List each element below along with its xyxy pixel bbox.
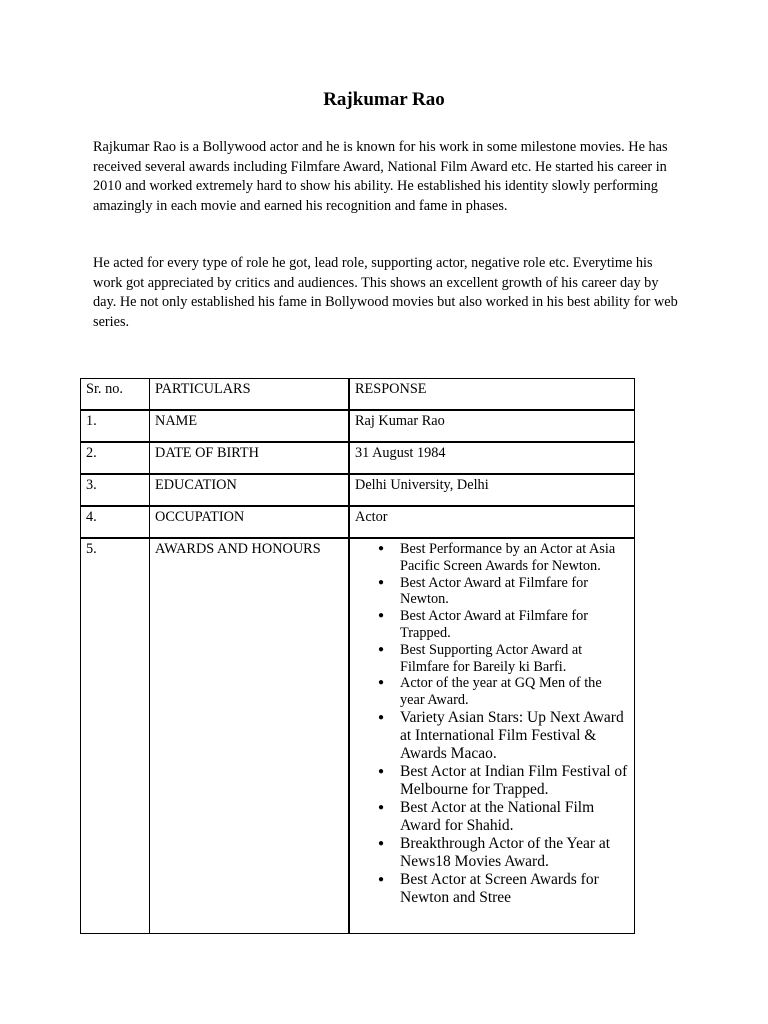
row-particular: DATE OF BIRTH: [150, 442, 350, 474]
table-row: [81, 410, 635, 442]
header-response: RESPONSE: [349, 379, 635, 411]
table-header-row: [81, 379, 635, 411]
list-item: ● Actor of the year at GQ Men of the year Award.: [378, 675, 602, 709]
header-sr-no: Sr. no.: [81, 379, 150, 411]
bullet-icon: ●: [378, 643, 385, 655]
row-sr-no: 4.: [81, 506, 150, 538]
bullet-icon: ●: [378, 801, 385, 813]
table-row-awards: [81, 538, 635, 934]
career-paragraph: He acted for every type of role he got, lead role, supporting actor, negative role etc. Everytime his work got appreciated by critics and audiences. This shows an excellent growth of his career day by day. He not only established his fame in Bollywood movies but also worked in his best ability for web series.: [93, 255, 678, 330]
bullet-icon: ●: [378, 873, 385, 885]
list-item: ● Best Performance by an Actor at Asia Pacific Screen Awards for Newton.: [378, 541, 616, 574]
list-item: ● Best Supporting Actor Award at Filmfare for Bareily ki Barfi.: [378, 641, 583, 675]
row-response: Raj Kumar Rao: [349, 410, 635, 442]
page-title: Rajkumar Rao: [323, 89, 445, 110]
bullet-icon: ●: [378, 576, 385, 588]
intro-paragraph: Rajkumar Rao is a Bollywood actor and he is known for his work in some milestone movies. He has received several awards including Filmfare Award, National Film Award etc. He started his career in 2010 and worked extremely hard to show his ability. He established his identity slowly performing amazingly in each movie and earned his recognition and fame in phases.: [93, 139, 668, 214]
row-sr-no: 2.: [81, 442, 150, 474]
table-row: [81, 474, 635, 506]
list-item: ● Best Actor Award at Filmfare for Newton.: [378, 574, 589, 608]
header-particulars: PARTICULARS: [150, 379, 350, 411]
row-particular: EDUCATION: [150, 474, 350, 506]
list-item: ● Best Actor at Indian Film Festival of Melbourne for Trapped.: [378, 762, 628, 798]
row-sr-no: 1.: [81, 410, 150, 442]
table-row: [81, 442, 635, 474]
awards-list: [355, 541, 629, 907]
list-item: ● Best Actor Award at Filmfare for Trapped.: [378, 608, 589, 641]
bullet-icon: ●: [378, 837, 385, 849]
row-response: 31 August 1984: [349, 442, 635, 474]
bullet-icon: ●: [378, 765, 385, 777]
row-particular: OCCUPATION: [150, 506, 350, 538]
bullet-icon: ●: [378, 677, 385, 689]
bullet-icon: ●: [378, 610, 385, 622]
list-item: ● Breakthrough Actor of the Year at News18 Movies Award.: [378, 834, 611, 870]
info-table: [80, 378, 635, 934]
row-sr-no: 5.: [81, 538, 150, 934]
awards-cell: [349, 538, 635, 934]
list-item: ● Variety Asian Stars: Up Next Award at International Film Festival & Awards Macao.: [378, 708, 624, 762]
bullet-icon: ●: [378, 711, 385, 723]
row-particular: NAME: [150, 410, 350, 442]
row-particular: AWARDS AND HONOURS: [150, 538, 350, 934]
row-sr-no: 3.: [81, 474, 150, 506]
row-response: Delhi University, Delhi: [349, 474, 635, 506]
row-response: Actor: [349, 506, 635, 538]
bullet-icon: ●: [378, 543, 385, 554]
table-row: [81, 506, 635, 538]
list-item: ● Best Actor at Screen Awards for Newton and Stree: [378, 870, 599, 906]
list-item: ● Best Actor at the National Film Award for Shahid.: [378, 798, 595, 834]
